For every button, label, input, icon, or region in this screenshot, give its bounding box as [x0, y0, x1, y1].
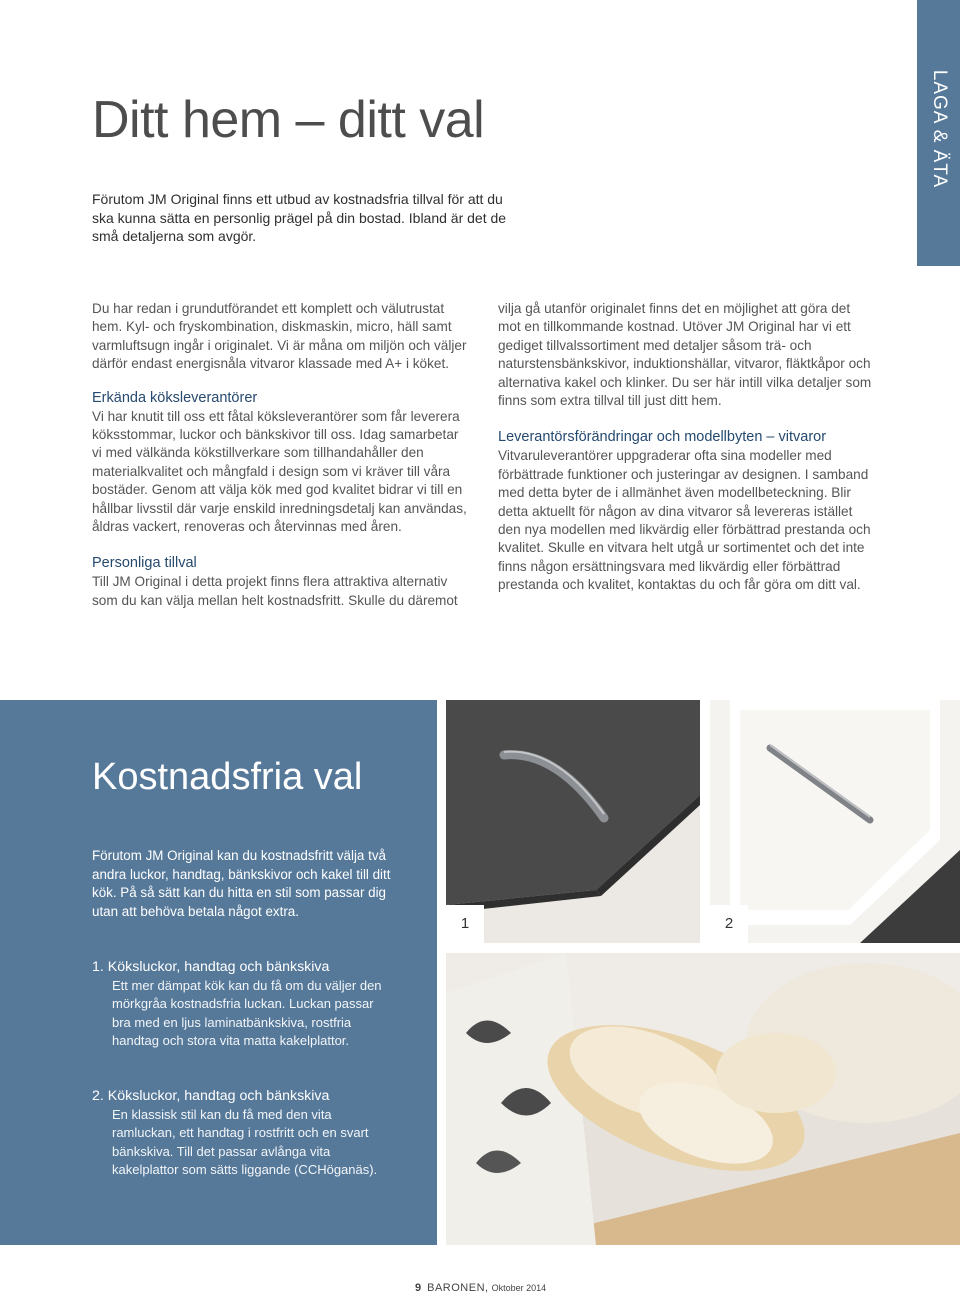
left-column — [92, 300, 467, 610]
option-body-2: En klassisk stil kan du få med den vita ramluckan, ett handtag i rostfritt och en svart bänkskiva. Till det passar avlånga vita kakelplattor som sätts liggande (CCHöganäs). — [112, 1106, 378, 1178]
free-options-panel — [0, 700, 437, 1245]
page-footer — [415, 1282, 546, 1294]
page-title: Ditt hem – ditt val — [92, 91, 485, 149]
heading-kitchen-suppliers: Erkända köksleverantörer — [92, 389, 258, 406]
bread-illustration — [446, 953, 960, 1245]
photo-white-door — [710, 700, 960, 943]
left-para-2: Vi har knutit till oss ett fåtal köksleverantörer som får leverera köksstommar, luckor och bänkskivor till oss. Idag samarbetar vi med välkända kökstillverkare som tillhandahåller den materialkvalitet och mångfald i design som vi kräver till våra bostäder. Genom att välja kök med god kvalitet bidrar vi till en hållbar livsstil där varje enskild inredningsdetalj kan användas, åldras vackert, renoveras och återvinnas med åren. — [92, 408, 467, 535]
left-para-1: Du har redan i grundutförandet ett komplett och välutrustat hem. Kyl- och fryskombination, diskmaskin, micro, häll samt varmluftsugn ingår i originalet. Vi är måna om miljön och väljer därför endast energisnåla vitvaror klassade med A+ i köket. — [92, 301, 467, 372]
issue-date: Oktober 2014 — [491, 1283, 547, 1293]
page-number: 9 — [415, 1282, 422, 1294]
option-body-1: Ett mer dämpat kök kan du få om du väljer den mörkgråa kostnadsfria luckan. Luckan passar bra med en ljus laminatbänkskiva, rostfria handtag och stora vita matta kakelplattor. — [112, 977, 382, 1049]
photo-dark-door — [446, 700, 700, 943]
dark-door-illustration — [446, 700, 700, 943]
panel-title: Kostnadsfria val — [92, 756, 363, 798]
intro-text: Förutom JM Original finns ett utbud av kostnadsfria tillval för att du ska kunna sätta en personlig prägel på din bostad. Ibland är det de små detaljerna som avgör. — [92, 191, 507, 244]
panel-lead: Förutom JM Original kan du kostnadsfritt välja två andra luckor, handtag, bänkskivor och kakel till ditt kök. På så sätt kan du hitta en stil som passar dig utan att behöva betala något extra. — [92, 848, 391, 919]
option-title-2: 2. Köksluckor, handtag och bänkskiva — [92, 1088, 330, 1104]
option-item-1 — [92, 958, 392, 1051]
photo-bread — [446, 953, 960, 1245]
right-para-1: vilja gå utanför originalet finns det en möjlighet att göra det mot en tillkommande kostnad. Utöver JM Original har vi ett gediget tillvalssortiment med detaljer såsom trä- och naturstensbänkskivor, induktionshällar, vitvaror, fläktkåpor och alternativa kakel och klinker. Du ser här intill vilka detaljer som finns som extra tillval till just ditt hem. — [498, 301, 872, 409]
option-title-1: 1. Köksluckor, handtag och bänkskiva — [92, 959, 330, 975]
photo-label-2: 2 — [710, 905, 748, 943]
option-item-2 — [92, 1087, 392, 1180]
section-tab-label: LAGA & ÄTA — [928, 69, 950, 189]
magazine-name: BARONEN, — [427, 1282, 489, 1294]
right-para-2: Vitvaruleverantörer uppgraderar ofta sina modeller med förbättrade funktioner och justeringar av designen. I samband med detta byter de i allmänhet även modellbeteckning. Blir detta aktuellt för någon av dina vitvaror så levereras istället den nya modellen med likvärdig eller förbättrad prestanda och kvalitet. Skulle en vitvara helt utgå ur sortimentet och det inte finns någon ersättningsvara med likvärdig eller förbättrad prestanda och kvalitet, kontaktas du och får göra om ditt val. — [498, 448, 871, 593]
heading-personal-options: Personliga tillval — [92, 555, 197, 572]
photo-label-1: 1 — [446, 905, 484, 943]
right-column — [498, 300, 873, 595]
left-para-3: Till JM Original i detta projekt finns flera attraktiva alternativ som du kan välja mellan helt kostnadsfritt. Skulle du däremot — [92, 574, 458, 608]
heading-supplier-changes: Leverantörsförändringar och modellbyten – vitvaror — [498, 429, 827, 446]
section-tab — [917, 0, 960, 266]
